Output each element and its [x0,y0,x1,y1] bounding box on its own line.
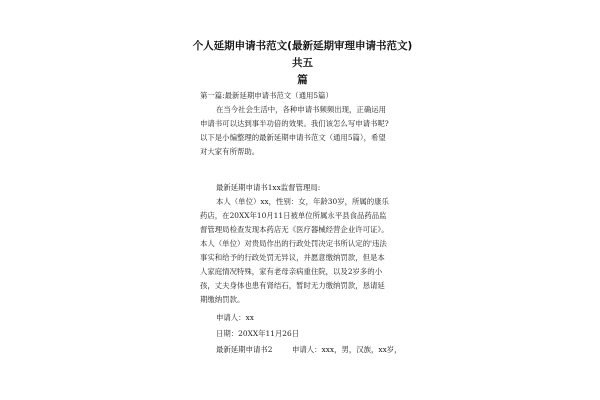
letter1-line-1: 本人（单位）xx，性别：女，年龄30岁，所属的康乐 [216,197,389,206]
letter2-heading: 最新延期申请书2 [216,345,273,354]
letter1-line-6: 人家庭情况特殊，家有老母亲病重住院，以及2岁多的小 [200,267,383,276]
letter1-line-8: 期缴纳罚款。 [200,295,245,304]
letter1-line-5: 事实和给予的行政处罚无异议，并愿意缴纳罚款，但是本 [200,253,385,262]
intro-line-2: 申请书可以达到事半功倍的效果。我们该怎么写申请书呢? [200,119,389,128]
intro-line-4: 对大家有所帮助。 [200,147,260,156]
date-line: 日期：20XX年11月26日 [216,329,300,338]
letter1-heading: 最新延期申请书1xx监督管理局: [216,183,321,192]
document-title-line-2: 篇 [297,74,308,86]
document-title-line-1: 个人延期申请书范文(最新延期审理申请书范文)共五 [192,40,413,69]
letter1-line-3: 督管理局检查发现本药店无《医疗器械经营企业许可证》。 [200,225,389,234]
letter1-line-7: 孩，丈夫身体也患有肾结石，暂时无力缴纳罚款，恳请延 [200,281,385,290]
applicant-line: 申请人：xx [216,313,254,322]
letter1-line-2: 药店，在20XX年10月11日被单位所属永平县食品药品监 [200,211,387,220]
letter1-line-4: 本人（单位）对贵局作出的行政处罚决定书所认定的'违法 [200,239,387,248]
section-heading: 第一篇:最新延期申请书范文（通用5篇） [200,91,333,100]
intro-line-1: 在当今社会生活中，各种申请书频频出现，正确运用 [216,105,386,114]
intro-line-3: 以下是小编整理的最新延期申请书范文（通用5篇），希望 [200,133,386,142]
document-title [190,38,415,89]
letter2-applicant: 申请人：xxx，男，汉族，xx岁， [292,345,402,354]
